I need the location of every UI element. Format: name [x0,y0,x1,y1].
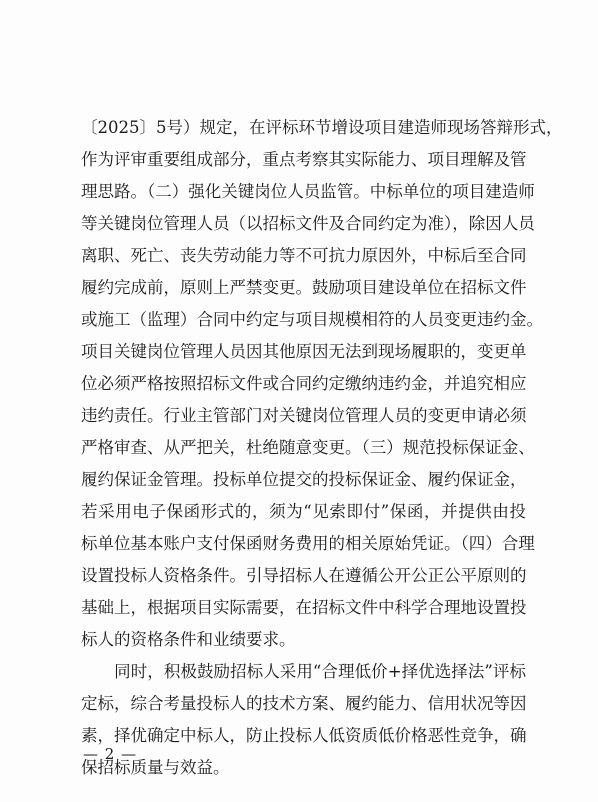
text-line: 同时，积极鼓励招标人采用“合理低价+择优选择法”评标 [81,662,526,681]
text-line: 理思路。（二）强化关键岗位人员监管。中标单位的项目建造师 [81,182,535,201]
text-line: 标单位基本账户支付保函财务费用的相关原始凭证。（四）合理 [81,534,535,553]
text-line: 违约责任。行业主管部门对关键岗位管理人员的变更申请必须 [81,406,527,425]
text-line: 基础上，根据项目实际需要，在招标文件中科学合理地设置投 [81,598,527,617]
text-line: 严格审查、从严把关，杜绝随意变更。（三）规范投标保证金、 [81,438,535,457]
text-line: 等关键岗位管理人员（以招标文件及合同约定为准），除因人员 [81,214,535,233]
text-line: 若采用电子保函形式的，须为“见索即付”保函，并提供由投 [81,502,526,521]
text-line: 项目关键岗位管理人员因其他原因无法到现场履职的，变更单 [81,342,527,361]
text-line: 或施工（监理）合同中约定与项目规模相符的人员变更违约金。 [81,310,543,329]
text-line: 保招标质量与效益。 [81,758,230,777]
text-line: 作为评审重要组成部分，重点考察其实际能力、项目理解及管 [81,150,527,169]
text-line: 履约完成前，原则上严禁变更。鼓励项目建设单位在招标文件 [81,278,527,297]
text-line: 素，择优确定中标人，防止投标人低资质低价格恶性竞争，确 [81,726,527,745]
text-line: 〔2025〕5号）规定，在评标环节增设项目建造师现场答辩形式， [81,118,563,137]
text-line: 履约保证金管理。投标单位提交的投标保证金、履约保证金， [81,470,527,489]
text-line: 离职、死亡、丧失劳动能力等不可抗力原因外，中标后至合同 [81,246,527,265]
text-line: 定标，综合考量投标人的技术方案、履约能力、信用状况等因 [81,694,527,713]
body-text [81,112,563,784]
text-line: 标人的资格条件和业绩要求。 [81,630,296,649]
text-line: 设置投标人资格条件。引导招标人在遵循公开公正公平原则的 [81,566,527,585]
text-line: 位必须严格按照招标文件或合同约定缴纳违约金，并追究相应 [81,374,527,393]
page-number: — 2 — [83,745,138,763]
